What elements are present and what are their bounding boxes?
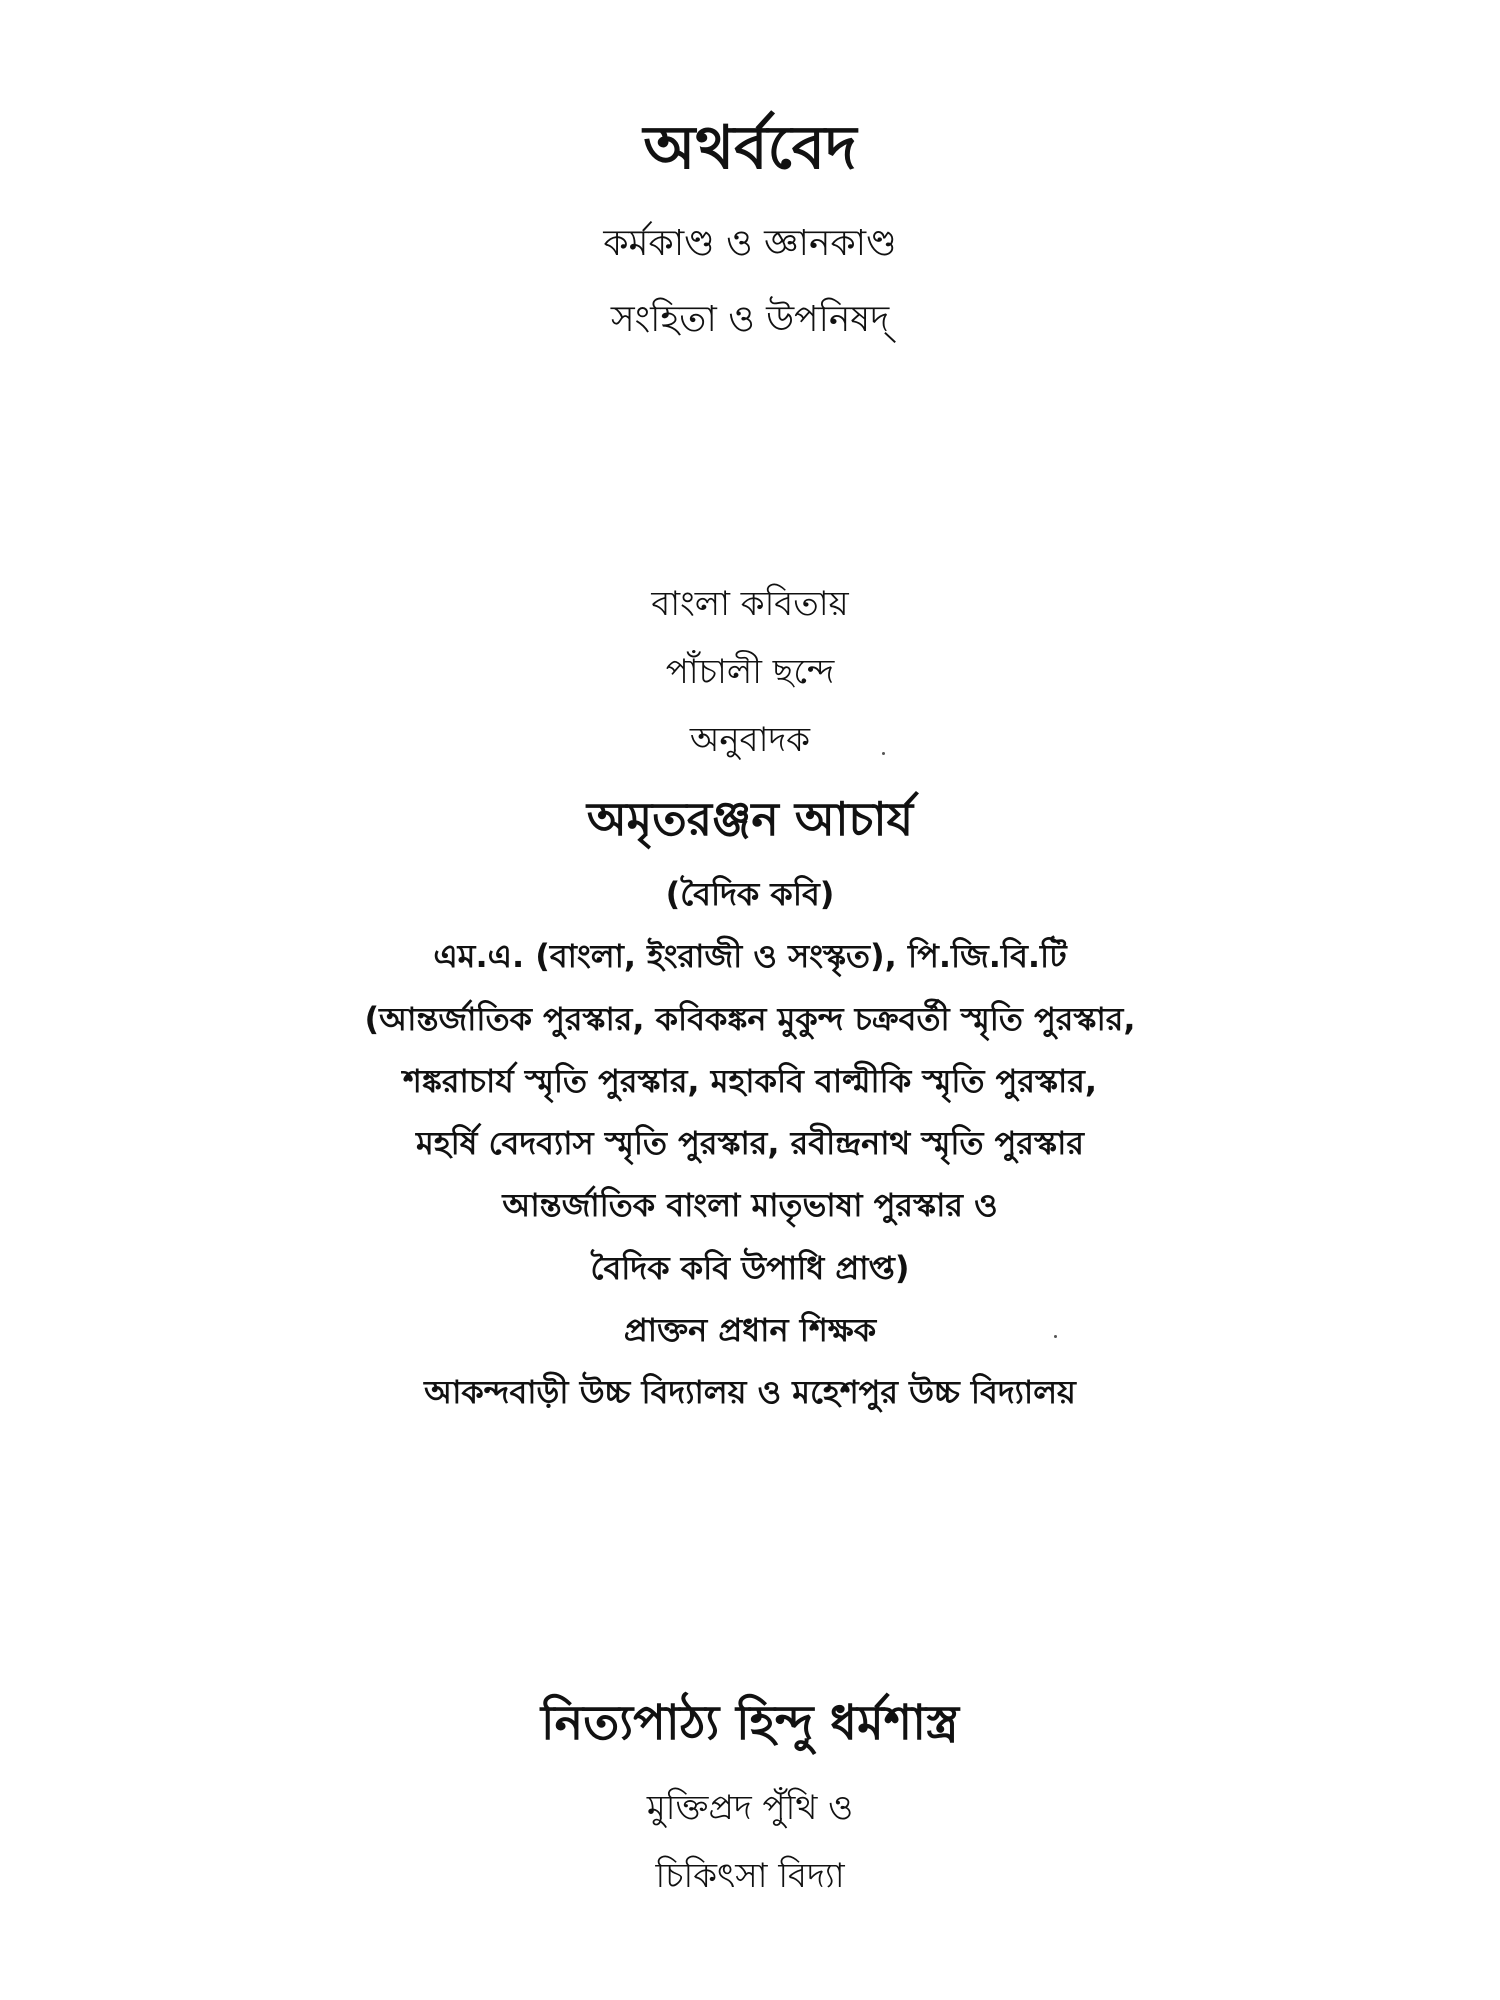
scan-speck xyxy=(1054,1335,1057,1338)
credential-line: শঙ্করাচার্য স্মৃতি পুরস্কার, মহাকবি বাল্মীকি স্মৃতি পুরস্কার, xyxy=(402,1062,1098,1100)
book-title: অথর্ববেদ xyxy=(643,113,857,183)
series-line-2: চিকিৎসা বিদ্যা xyxy=(655,1856,845,1896)
subtitle-line-2: সংহিতা ও উপনিষদ্ xyxy=(610,299,890,340)
credential-line: মহর্ষি বেদব্যাস স্মৃতি পুরস্কার, রবীন্দ্রনাথ স্মৃতি পুরস্কার xyxy=(416,1124,1084,1162)
credential-line: বৈদিক কবি উপাধি প্রাপ্ত) xyxy=(590,1249,910,1287)
author-name: অমৃতরঞ্জন আচার্য xyxy=(586,792,914,846)
credential-line: আকন্দবাড়ী উচ্চ বিদ্যালয় ও মহেশপুর উচ্চ বিদ্যালয় xyxy=(424,1373,1076,1411)
translation-style-line: বাংলা কবিতায় xyxy=(651,584,849,624)
credential-line: এম.এ. (বাংলা, ইংরাজী ও সংস্কৃত), পি.জি.বি.টি xyxy=(433,937,1067,975)
translator-label: অনুবাদক xyxy=(689,720,811,760)
credential-line: আন্তর্জাতিক বাংলা মাতৃভাষা পুরস্কার ও xyxy=(502,1186,998,1224)
credential-line: (আন্তর্জাতিক পুরস্কার, কবিকঙ্কন মুকুন্দ চক্রবর্তী স্মৃতি পুরস্কার, xyxy=(364,1000,1136,1038)
meter-line: পাঁচালী ছন্দে xyxy=(665,652,835,692)
credential-line: প্রাক্তন প্রধান শিক্ষক xyxy=(623,1311,877,1349)
scan-speck xyxy=(882,752,885,755)
series-line-1: মুক্তিপ্রদ পুঁথি ও xyxy=(646,1788,854,1828)
series-title: নিত্যপাঠ্য হিন্দু ধর্মশাস্ত্র xyxy=(540,1695,960,1751)
subtitle-line-1: কর্মকাণ্ড ও জ্ঞানকাণ্ড xyxy=(603,223,897,264)
credential-line: (বৈদিক কবি) xyxy=(665,875,835,913)
